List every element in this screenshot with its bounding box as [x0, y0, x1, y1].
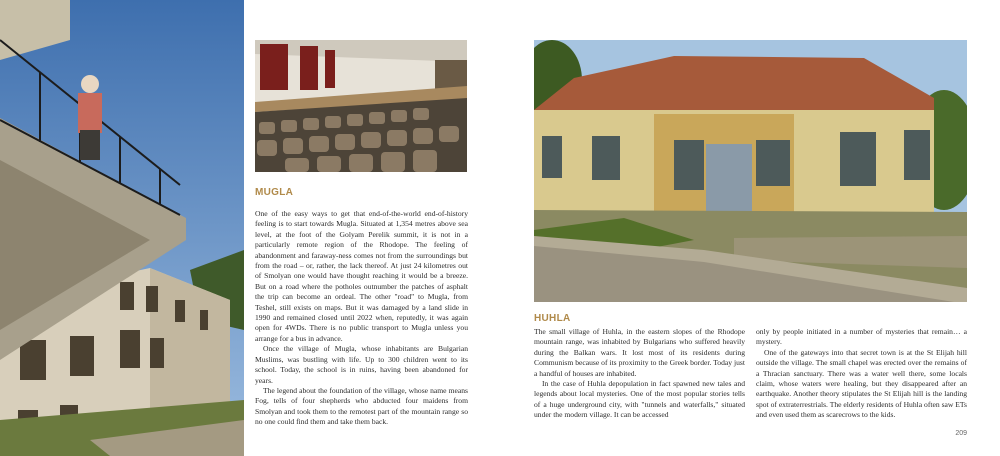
huhla-paragraph: In the case of Huhla depopulation in fact spawned new tales and legends about local mysteries. One of the most popular stories tells of a huge underground city, with "tunnels and waterfalls," situated under the modern village. It can be accessed — [534, 379, 745, 420]
photo-mugla-school-hall — [255, 40, 467, 172]
mugla-paragraph: One of the easy ways to get that end-of-the-world end-of-history feeling is to start towards Mugla. Situated at 1,354 metres above sea level, at the foot of the Golyam Perelik summit, it is not in a particularly remote region of the Rhodope. The feeling of abandonment and faraway-ness comes not from the surroundings but from the road – or, rather, the lack thereof. At just 24 kilometres out of Smolyan one would have thought reaching it would be a breeze. But on a road where the potholes outnumber the patches of asphalt the trip can become an ordeal. The other "road" to Mugla, from Teshel, still exists on maps. But it was damaged by a land slide in 1990 and remained closed until 2022 when, reputedly, it was again open for 4WDs. There is no public transport to Mugla unless you arrange for a bus in advance. — [255, 209, 468, 343]
huhla-paragraph: The small village of Huhla, in the eastern slopes of the Rhodope mountain range, was inhabited by Bulgarians who suffered heavily during the Balkan wars. It lost most of its residents during Communism because of its proximity to the Greek border. Today just a handful of houses are inhabited. — [534, 327, 745, 378]
mugla-heading: MUGLA — [255, 187, 294, 198]
huhla-heading: HUHLA — [534, 313, 571, 324]
mugla-paragraph: Once the village of Mugla, whose inhabitants are Bulgarian Muslims, was bustling with life. Up to 300 children went to its school. Today, the school is in ruins, having been abandoned for years. — [255, 344, 468, 385]
huhla-paragraph: One of the gateways into that secret town is at the St Elijah hill outside the village. The small chapel was erected over the remains of a Thracian sanctuary. There was a water well there, some locals claim, whose waters were healing, but they disappeared after an earthquake. Another theory stipulates the St Elijah hill is the landing spot of extraterrestrials. The elderly residents of Huhla often saw ETs and even used them as scarecrows to the kids. — [756, 347, 967, 420]
mugla-article — [255, 209, 468, 428]
photo-huhla-house — [534, 40, 967, 302]
mugla-paragraph: The legend about the foundation of the village, whose name means Fog, tells of four shepherds who abducted four maidens from Smolyan and took them to the remotest part of the mountain range so no one could find them and take them back. — [255, 385, 468, 427]
huhla-column-1 — [534, 327, 745, 421]
huhla-paragraph: only by people initiated in a number of mysteries that remain… a mystery. — [756, 327, 967, 347]
page-number: 209 — [955, 430, 967, 437]
huhla-column-2 — [756, 327, 967, 421]
photo-mugla-balcony — [0, 0, 244, 456]
